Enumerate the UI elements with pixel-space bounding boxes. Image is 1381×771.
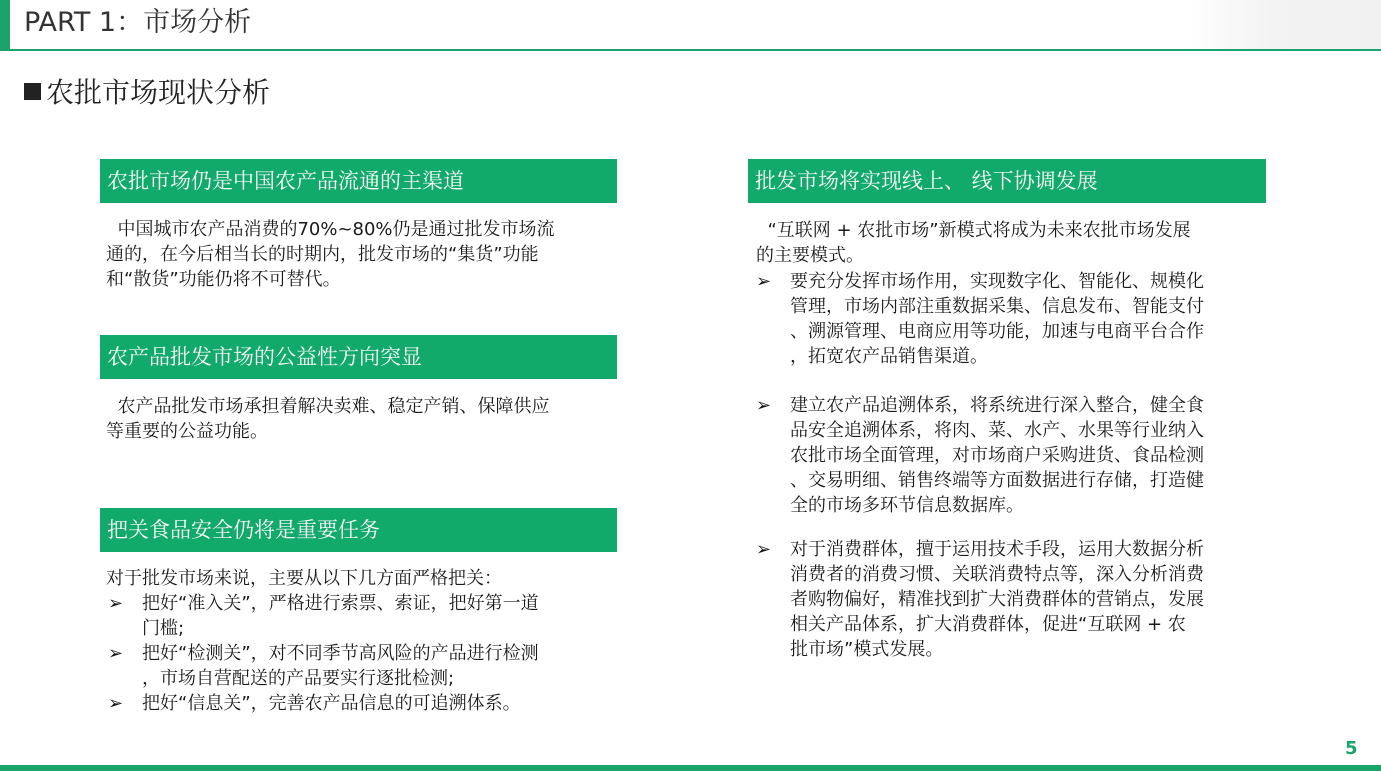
list-item-line: 建立农产品追溯体系，将系统进行深入整合，健全食: [790, 395, 1204, 416]
list-item-line: 农批市场全面管理，对市场商户采购进货、食品检测: [790, 445, 1204, 466]
footer-accent-line: [0, 765, 1381, 771]
list-item-line: 相关产品体系，扩大消费群体，促进“互联网 + 农: [790, 614, 1186, 635]
page-number: 5: [1345, 738, 1358, 759]
left-block1-line: 中国城市农产品消费的70%~80%仍是通过批发市场流: [106, 219, 555, 240]
section-title: [24, 74, 270, 112]
section-title-text: 农批市场现状分析: [46, 76, 271, 109]
list-item-line: ，拓宽农产品销售渠道。: [790, 346, 988, 367]
right-list: [756, 393, 1276, 518]
list-item-line: 把好“准入关”，严格进行索票、索证，把好第一道: [142, 593, 539, 614]
left-block2-line: 农产品批发市场承担着解决卖难、稳定产销、保障供应: [106, 396, 550, 417]
left-block1-heading: 农批市场仍是中国农产品流通的主渠道: [100, 159, 617, 203]
left-block3-list: [108, 591, 628, 716]
list-item-line: 门槛;: [142, 618, 185, 639]
list-item-line: 把好“检测关”，对不同季节高风险的产品进行检测: [142, 643, 539, 664]
right-heading: 批发市场将实现线上、 线下协调发展: [748, 159, 1266, 203]
right-intro: [756, 218, 1276, 268]
left-block1-line: 和“散货”功能仍将不可替代。: [106, 269, 341, 290]
page-header: [0, 0, 1381, 51]
list-item-line: 批市场”模式发展。: [790, 639, 944, 660]
arrow-bullet-icon: ➢: [756, 395, 772, 416]
list-item-line: 品安全追溯体系，将肉、菜、水产、水果等行业纳入: [790, 420, 1204, 441]
arrow-bullet-icon: ➢: [756, 271, 772, 292]
list-item-line: ，市场自营配送的产品要实行逐批检测;: [142, 668, 455, 689]
left-block3-heading: 把关食品安全仍将是重要任务: [100, 508, 617, 552]
list-item-line: 对于消费群体，擅于运用技术手段，运用大数据分析: [790, 539, 1204, 560]
list-item: [756, 537, 1276, 662]
list-item-line: 、交易明细、销售终端等方面数据进行存储，打造健: [790, 470, 1204, 491]
left-block2-body: [106, 394, 626, 444]
right-list: [756, 269, 1276, 369]
list-item: [756, 393, 1276, 518]
list-item: [756, 269, 1276, 369]
right-list: [756, 537, 1276, 662]
list-item-line: 管理，市场内部注重数据采集、信息发布、智能支付: [790, 296, 1204, 317]
right-intro-line: 的主要模式。: [756, 245, 864, 266]
header-title: PART 1：市场分析: [24, 7, 252, 38]
list-item: [108, 591, 628, 641]
list-item: [108, 641, 628, 691]
arrow-bullet-icon: ➢: [108, 643, 124, 664]
arrow-bullet-icon: ➢: [108, 693, 124, 714]
left-block2-heading: 农产品批发市场的公益性方向突显: [100, 335, 617, 379]
right-intro-line: “互联网 + 农批市场”新模式将成为未来农批市场发展: [756, 220, 1191, 241]
left-block3-intro: 对于批发市场来说，主要从以下几方面严格把关：: [106, 568, 502, 589]
list-item-line: 者购物偏好，精准找到扩大消费群体的营销点，发展: [790, 589, 1204, 610]
list-item-line: 消费者的消费习惯、关联消费特点等，深入分析消费: [790, 564, 1204, 585]
list-item-line: 、溯源管理、电商应用等功能，加速与电商平台合作: [790, 321, 1204, 342]
list-item-line: 要充分发挥市场作用，实现数字化、智能化、规模化: [790, 271, 1204, 292]
square-bullet-icon: [24, 83, 41, 100]
arrow-bullet-icon: ➢: [108, 593, 124, 614]
list-item-line: 把好“信息关”，完善农产品信息的可追溯体系。: [142, 693, 521, 714]
header-accent-bar: [0, 0, 10, 50]
left-block1-body: [106, 217, 626, 292]
list-item: [108, 691, 628, 716]
left-block2-line: 等重要的公益功能。: [106, 421, 268, 442]
left-block1-line: 通的，在今后相当长的时期内，批发市场的“集货”功能: [106, 244, 539, 265]
list-item-line: 全的市场多环节信息数据库。: [790, 495, 1024, 516]
arrow-bullet-icon: ➢: [756, 539, 772, 560]
